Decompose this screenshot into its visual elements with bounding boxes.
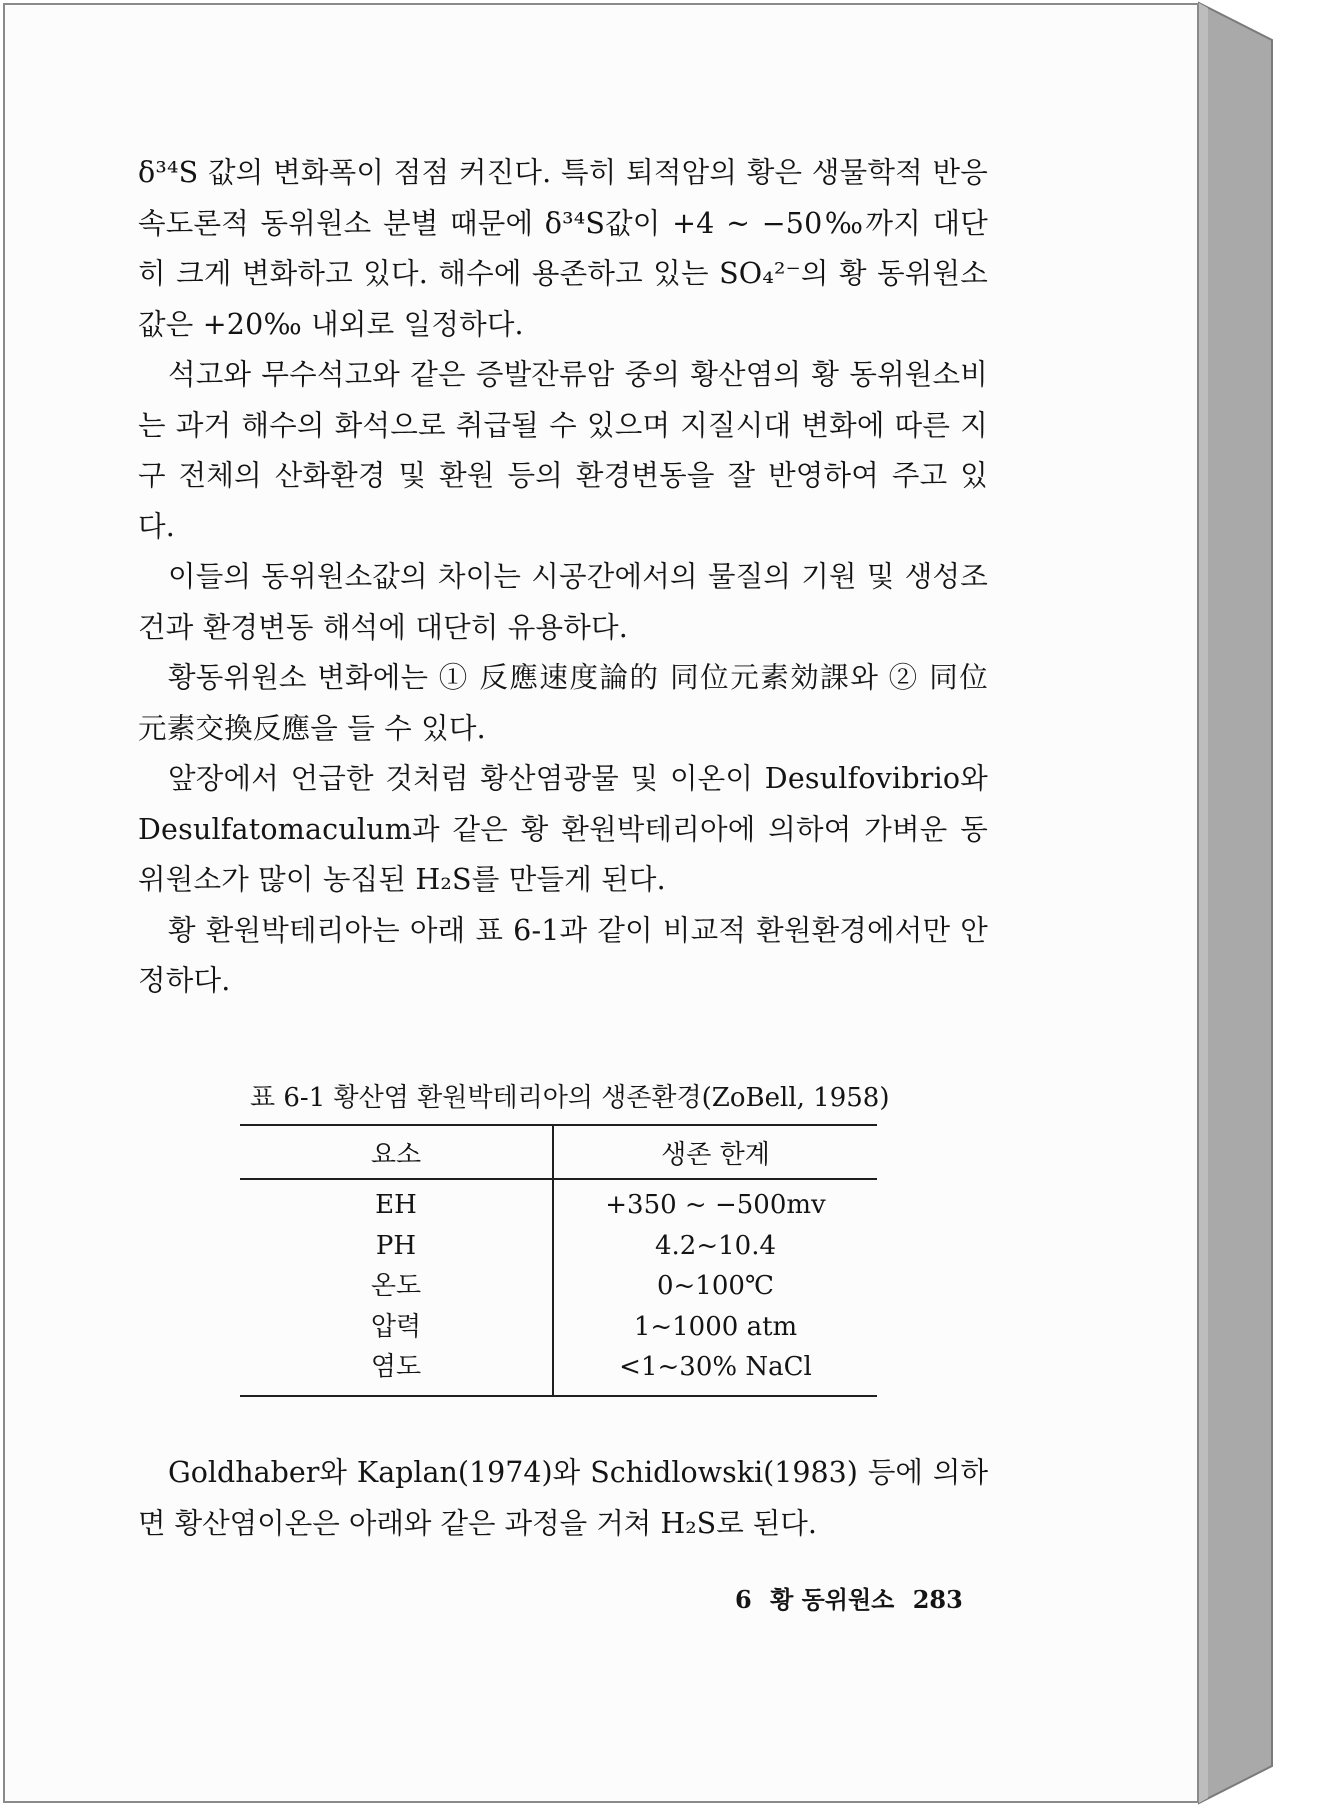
row-limit: 1~1000 atm bbox=[633, 1311, 798, 1342]
row-limit: 0~100℃ bbox=[656, 1271, 775, 1301]
table-header-row bbox=[240, 1125, 877, 1179]
paragraph-1: δ³⁴S 값의 변화폭이 점점 커진다. 특히 퇴적암의 황은 생물학적 반응속도론적 동위원소 분별 때문에 δ³⁴S값이 +4 ~ −50‰까지 대단히 크게 변화하고 있다. 해수에 용존하고 있는 SO₄²⁻의 황 동위원소값은 +20‰ 내외로 일정하다. bbox=[138, 156, 988, 341]
table-row bbox=[240, 1179, 877, 1226]
row-limit: <1~30% NaCl bbox=[553, 1347, 877, 1396]
table-caption: 표 6-1 황산염 환원박테리아의 생존환경(ZoBell, 1958) bbox=[250, 1083, 890, 1113]
row-element: EH bbox=[240, 1179, 553, 1226]
table-row bbox=[240, 1266, 877, 1307]
row-element: 압력 bbox=[240, 1307, 553, 1348]
paragraph-6: 황 환원박테리아는 아래 표 6-1과 같이 비교적 환원환경에서만 안정하다. bbox=[138, 913, 988, 997]
table-6-1 bbox=[240, 1078, 890, 1397]
paragraph-5: 앞장에서 언급한 것처럼 황산염광물 및 이온이 Desulfovibrio와 Desulfatomaculum과 같은 황 환원박테리아에 의하여 가벼운 동위원소가 많이 농집된 H₂S를 만들게 된다. bbox=[138, 762, 988, 896]
footer-title: 황 동위원소 bbox=[770, 1585, 895, 1614]
row-limit: +350 ~ −500mv bbox=[605, 1190, 826, 1220]
body-text bbox=[138, 148, 988, 1007]
header-limit: 생존 한계 bbox=[553, 1125, 877, 1179]
row-element: 온도 bbox=[240, 1266, 553, 1307]
row-element: PH bbox=[240, 1226, 553, 1267]
paragraph-2: 석고와 무수석고와 같은 증발잔류암 중의 황산염의 황 동위원소비는 과거 해수의 화석으로 취급될 수 있으며 지질시대 변화에 따른 지구 전체의 산화환경 및 환원 등의 환경변동을 잘 반영하여 주고 있다. bbox=[138, 358, 988, 543]
paragraph-4: 황동위원소 변화에는 ① 反應速度論的 同位元素効課와 ② 同位元素交換反應을 들 수 있다. bbox=[138, 661, 988, 745]
paragraph-3: 이들의 동위원소값의 차이는 시공간에서의 물질의 기원 및 생성조건과 환경변동 해석에 대단히 유용하다. bbox=[138, 560, 988, 644]
paragraph-after-table: Goldhaber와 Kaplan(1974)와 Schidlowski(1983) 등에 의하면 황산염이온은 아래와 같은 과정을 거쳐 H₂S로 된다. bbox=[138, 1456, 988, 1540]
table-row bbox=[240, 1307, 877, 1348]
row-limit: 4.2~10.4 bbox=[654, 1230, 777, 1261]
after-table-text bbox=[138, 1448, 988, 1549]
page-footer bbox=[735, 1580, 973, 1615]
page-number: 283 bbox=[912, 1585, 963, 1614]
row-element: 염도 bbox=[240, 1347, 553, 1396]
survival-table bbox=[240, 1124, 877, 1397]
table-row bbox=[240, 1226, 877, 1267]
header-element: 요소 bbox=[240, 1125, 553, 1179]
table-row bbox=[240, 1347, 877, 1396]
footer-chapter: 6 bbox=[735, 1585, 752, 1614]
